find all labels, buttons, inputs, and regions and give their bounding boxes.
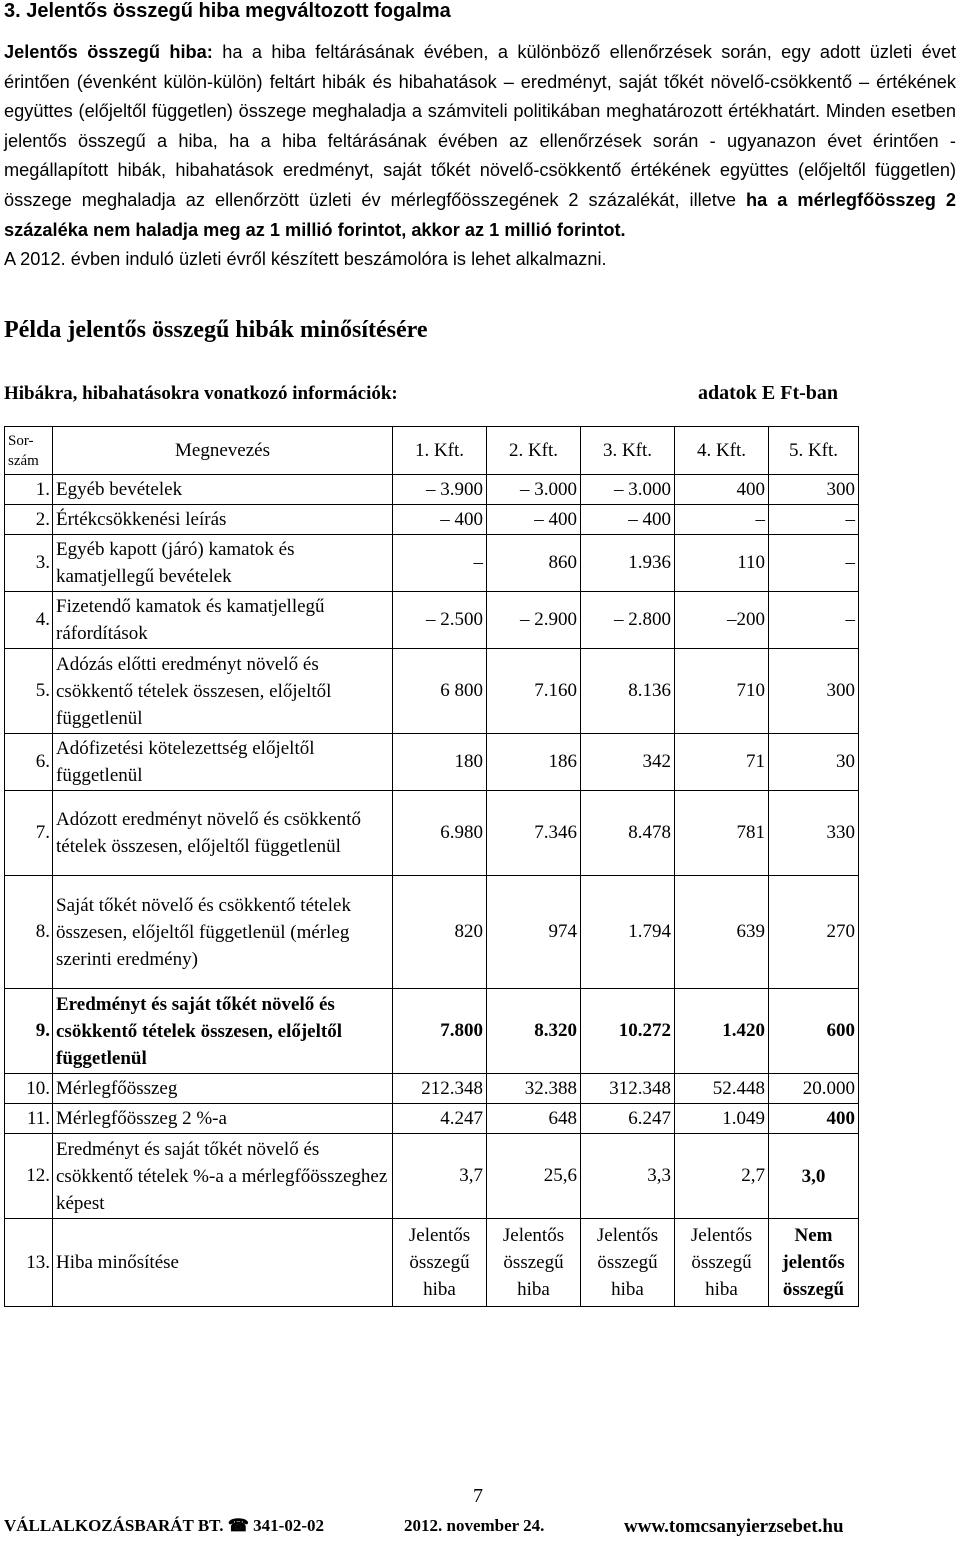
table-row [5, 791, 859, 876]
row-name: Mérlegfőösszeg 2 %-a [53, 1104, 393, 1134]
page-number: 7 [473, 1485, 483, 1507]
definition-bold-tail: ha a mérlegfőösszeg 2 százaléka nem haladja meg az 1 millió forintot, akkor az 1 millió forintot. [4, 189, 956, 240]
row-name: Adózás előtti eredményt növelő és csökkentő tételek összesen, előjeltől függetlenül [53, 649, 393, 734]
cell-value: 71 [675, 734, 769, 791]
row-name: Mérlegfőösszeg [53, 1074, 393, 1104]
cell-value: – 3.000 [487, 475, 581, 505]
row-number: 2. [5, 505, 53, 535]
footer-phone: 341-02-02 [253, 1516, 324, 1535]
row-name: Értékcsökkenési leírás [53, 505, 393, 535]
row-number: 13. [5, 1219, 53, 1307]
cell-value: 3,0 [769, 1134, 859, 1219]
cell-value: 7.800 [393, 989, 487, 1074]
cell-value: 8.478 [581, 791, 675, 876]
cell-value: 7.160 [487, 649, 581, 734]
table-row [5, 505, 859, 535]
cell-value: 2,7 [675, 1134, 769, 1219]
table-row [5, 1074, 859, 1104]
header-company-1: 1. Kft. [393, 427, 487, 475]
table-row [5, 535, 859, 592]
header-company-2: 2. Kft. [487, 427, 581, 475]
cell-value: 30 [769, 734, 859, 791]
cell-value: – [393, 535, 487, 592]
cell-value: 212.348 [393, 1074, 487, 1104]
example-title: Példa jelentős összegű hibák minősítésére [4, 317, 428, 343]
table-row [5, 475, 859, 505]
row-number: 9. [5, 989, 53, 1074]
row-number: 4. [5, 592, 53, 649]
row-name: Eredményt és saját tőkét növelő és csökkentő tételek %-a a mérlegfőösszeghez képest [53, 1134, 393, 1219]
row-name: Fizetendő kamatok és kamatjellegű ráfordítások [53, 592, 393, 649]
cell-value: 8.136 [581, 649, 675, 734]
row-number: 6. [5, 734, 53, 791]
cell-value: 20.000 [769, 1074, 859, 1104]
cell-value: – [769, 505, 859, 535]
row-name: Adófizetési kötelezettség előjeltől függetlenül [53, 734, 393, 791]
phone-icon: ☎ [227, 1516, 249, 1535]
cell-classification: Jelentős összegű hiba [393, 1219, 487, 1307]
row-number: 12. [5, 1134, 53, 1219]
cell-value: – 2.900 [487, 592, 581, 649]
units-label: adatok E Ft-ban [698, 382, 839, 404]
table-row [5, 734, 859, 791]
header-row-number: Sor- szám [5, 427, 53, 475]
row-number: 3. [5, 535, 53, 592]
header-company-5: 5. Kft. [769, 427, 859, 475]
cell-classification: Jelentős összegű hiba [487, 1219, 581, 1307]
table-row [5, 649, 859, 734]
cell-value: 270 [769, 876, 859, 989]
header-company-3: 3. Kft. [581, 427, 675, 475]
cell-value: 648 [487, 1104, 581, 1134]
cell-value: 52.448 [675, 1074, 769, 1104]
row-name: Egyéb kapott (járó) kamatok és kamatjellegű bevételek [53, 535, 393, 592]
footer-website: www.tomcsanyierzsebet.hu [624, 1516, 844, 1537]
footer-date: 2012. november 24. [404, 1516, 545, 1535]
cell-classification: Jelentős összegű hiba [581, 1219, 675, 1307]
cell-value: 10.272 [581, 989, 675, 1074]
row-number: 11. [5, 1104, 53, 1134]
footer-company: VÁLLALKOZÁSBARÁT BT. ☎ 341-02-02 [4, 1516, 324, 1535]
cell-value: 6 800 [393, 649, 487, 734]
cell-value: 6.980 [393, 791, 487, 876]
cell-value: 312.348 [581, 1074, 675, 1104]
cell-value: 820 [393, 876, 487, 989]
row-number: 7. [5, 791, 53, 876]
header-company-4: 4. Kft. [675, 427, 769, 475]
intro-paragraph [4, 38, 956, 275]
table-row [5, 989, 859, 1074]
cell-value: 330 [769, 791, 859, 876]
table-row [5, 592, 859, 649]
cell-value: 25,6 [487, 1134, 581, 1219]
table-row [5, 1104, 859, 1134]
definition-text: ha a hiba feltárásának évében, a különböző ellenőrzések során, egy adott üzleti évet érintően (évenként külön-külön) feltárt hibák és hibahatások – eredményt, saját tőkét növelő-csökkentő – értékének együttes (előjeltől független) összege meghaladja a számviteli politikában meghatározott értékhatárt. Minden esetben jelentős összegű a hiba, ha a hiba feltárásának évében az ellenőrzések során - ugyanazon évet érintően - megállapított hibák, hibahatások eredményt, saját tőkét növelő-csökkentő értékének együttes (előjeltől független) összege meghaladja az ellenőrzött üzleti év mérlegfőösszegének 2 százalékát, illetve [4, 42, 956, 210]
cell-value: 860 [487, 535, 581, 592]
cell-value: – 2.800 [581, 592, 675, 649]
cell-value: 1.049 [675, 1104, 769, 1134]
cell-value: 7.346 [487, 791, 581, 876]
cell-value: 3,7 [393, 1134, 487, 1219]
cell-value: –200 [675, 592, 769, 649]
cell-value: 4.247 [393, 1104, 487, 1134]
cell-value: – [769, 535, 859, 592]
cell-value: 1.420 [675, 989, 769, 1074]
row-number: 1. [5, 475, 53, 505]
cell-value: – 400 [487, 505, 581, 535]
cell-value: 600 [769, 989, 859, 1074]
cell-value: – 3.900 [393, 475, 487, 505]
cell-value: 400 [769, 1104, 859, 1134]
cell-value: 1.936 [581, 535, 675, 592]
section-heading: 3. Jelentős összegű hiba megváltozott fogalma [4, 0, 451, 22]
cell-classification: Jelentős összegű hiba [675, 1219, 769, 1307]
cell-value: – 400 [581, 505, 675, 535]
row-name: Egyéb bevételek [53, 475, 393, 505]
row-name: Saját tőkét növelő és csökkentő tételek összesen, előjeltől függetlenül (mérleg szerinti eredmény) [53, 876, 393, 989]
row-name: Eredményt és saját tőkét növelő és csökkentő tételek összesen, előjeltől függetlenül [53, 989, 393, 1074]
cell-value: 32.388 [487, 1074, 581, 1104]
cell-value: 110 [675, 535, 769, 592]
cell-value: – 400 [393, 505, 487, 535]
cell-classification: Nem jelentős összegű [769, 1219, 859, 1307]
header-name: Megnevezés [53, 427, 393, 475]
row-name: Adózott eredményt növelő és csökkentő tételek összesen, előjeltől függetlenül [53, 791, 393, 876]
cell-value: – 2.500 [393, 592, 487, 649]
cell-value: – [769, 592, 859, 649]
row-number: 10. [5, 1074, 53, 1104]
cell-value: 710 [675, 649, 769, 734]
row-name: Hiba minősítése [53, 1219, 393, 1307]
cell-value: 300 [769, 475, 859, 505]
cell-value: – 3.000 [581, 475, 675, 505]
cell-value: 974 [487, 876, 581, 989]
cell-value: 639 [675, 876, 769, 989]
cell-value: 8.320 [487, 989, 581, 1074]
cell-value: 342 [581, 734, 675, 791]
table-row [5, 876, 859, 989]
applicability-note: A 2012. évben induló üzleti évről készített beszámolóra is lehet alkalmazni. [4, 249, 607, 270]
table-row [5, 1219, 859, 1307]
cell-value: 180 [393, 734, 487, 791]
table-row [5, 1134, 859, 1219]
cell-value: 6.247 [581, 1104, 675, 1134]
row-number: 8. [5, 876, 53, 989]
cell-value: 1.794 [581, 876, 675, 989]
error-classification-table [4, 426, 859, 1307]
info-label: Hibákra, hibahatásokra vonatkozó információk: [4, 383, 398, 404]
cell-value: 186 [487, 734, 581, 791]
cell-value: – [675, 505, 769, 535]
definition-term: Jelentős összegű hiba: [4, 42, 213, 62]
cell-value: 3,3 [581, 1134, 675, 1219]
cell-value: 300 [769, 649, 859, 734]
row-number: 5. [5, 649, 53, 734]
cell-value: 781 [675, 791, 769, 876]
cell-value: 400 [675, 475, 769, 505]
